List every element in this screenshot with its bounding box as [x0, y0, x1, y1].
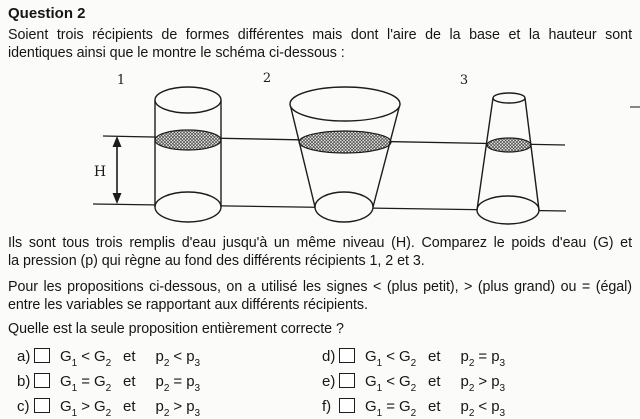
weight-comparison-b: $G_1 = G_2$ — [60, 372, 112, 394]
conjunction-c: et — [123, 397, 136, 415]
option-checkbox-b[interactable] — [34, 373, 50, 388]
water-surface-1 — [155, 130, 221, 150]
intro-line-1: Soient trois récipients de formes différentes mais dont l'aire de la base et la hauteur sont — [8, 27, 632, 43]
conjunction-e: et — [428, 372, 441, 390]
signs-line-2: entre les variables se rapportant aux différents récipients. — [8, 297, 368, 313]
pressure-comparison-f: $p_2 < p_3$ — [460, 397, 506, 419]
conjunction-f: et — [428, 397, 441, 415]
fill-line-1: Ils sont tous trois remplis d'eau jusqu'à un même niveau (H). Comparez le poids d'eau (G) et — [8, 235, 632, 251]
option-letter-e: e) — [322, 372, 336, 390]
conjunction-d: et — [428, 347, 441, 365]
fill-line-2: la pression (p) qui règne au fond des différents récipients 1, 2 et 3. — [8, 253, 425, 269]
option-checkbox-e[interactable] — [339, 373, 355, 388]
option-letter-b: b) — [17, 372, 31, 390]
option-letter-f: f) — [322, 397, 332, 415]
question-title: Question 2 — [8, 5, 86, 22]
answer-options — [8, 347, 632, 419]
container-1-cylinder — [155, 87, 221, 222]
option-checkbox-a[interactable] — [34, 348, 50, 363]
container-2-label: 2 — [262, 71, 272, 86]
intro-line-2: identiques ainsi que le montre le schéma ci-dessous : — [8, 45, 345, 61]
option-row-a — [17, 347, 322, 369]
weight-comparison-d: $G_1 < G_2$ — [365, 347, 417, 369]
option-letter-a: a) — [17, 347, 31, 365]
option-row-c — [17, 397, 322, 419]
height-dimension-arrow — [113, 136, 122, 204]
option-letter-c: c) — [17, 397, 30, 415]
options-column-right — [322, 347, 506, 419]
option-checkbox-f[interactable] — [339, 398, 355, 413]
option-checkbox-d[interactable] — [339, 348, 355, 363]
question-prompt: Quelle est la seule proposition entièrement correcte ? — [8, 321, 344, 337]
weight-comparison-f: $G_1 = G_2$ — [365, 397, 417, 419]
option-row-e — [322, 372, 506, 394]
intro-paragraph — [8, 26, 632, 62]
option-row-f — [322, 397, 506, 419]
signs-line-1: Pour les propositions ci-dessous, on a utilisé les signes < (plus petit), > (plus grand) ou = (égal) — [8, 279, 632, 295]
pressure-comparison-a: $p_2 < p_3$ — [155, 347, 201, 369]
weight-comparison-c: $G_1 > G_2$ — [60, 397, 112, 419]
conjunction-b: et — [123, 372, 136, 390]
option-row-b — [17, 372, 322, 394]
option-row-d — [322, 347, 506, 369]
pressure-comparison-d: $p_2 = p_3$ — [460, 347, 506, 369]
options-column-left — [17, 347, 322, 419]
option-checkbox-c[interactable] — [34, 398, 50, 413]
conjunction-a: et — [123, 347, 136, 365]
weight-comparison-a: $G_1 < G_2$ — [60, 347, 112, 369]
signs-paragraph — [8, 278, 632, 314]
fill-paragraph — [8, 234, 632, 270]
water-surface-2 — [299, 131, 391, 153]
container-2-wide-top-cone — [290, 87, 400, 222]
pressure-comparison-e: $p_2 > p_3$ — [460, 372, 506, 394]
pressure-comparison-b: $p_2 = p_3$ — [155, 372, 201, 394]
container-3-narrow-top-cone — [477, 93, 539, 224]
weight-comparison-e: $G_1 < G_2$ — [365, 372, 417, 394]
containers-diagram — [8, 62, 640, 232]
option-letter-d: d) — [322, 347, 336, 365]
pressure-comparison-c: $p_2 > p_3$ — [155, 397, 201, 419]
container-1-label: 1 — [116, 73, 126, 88]
water-surface-3 — [487, 138, 531, 152]
container-3-label: 3 — [459, 73, 469, 88]
height-label: H — [93, 164, 107, 180]
